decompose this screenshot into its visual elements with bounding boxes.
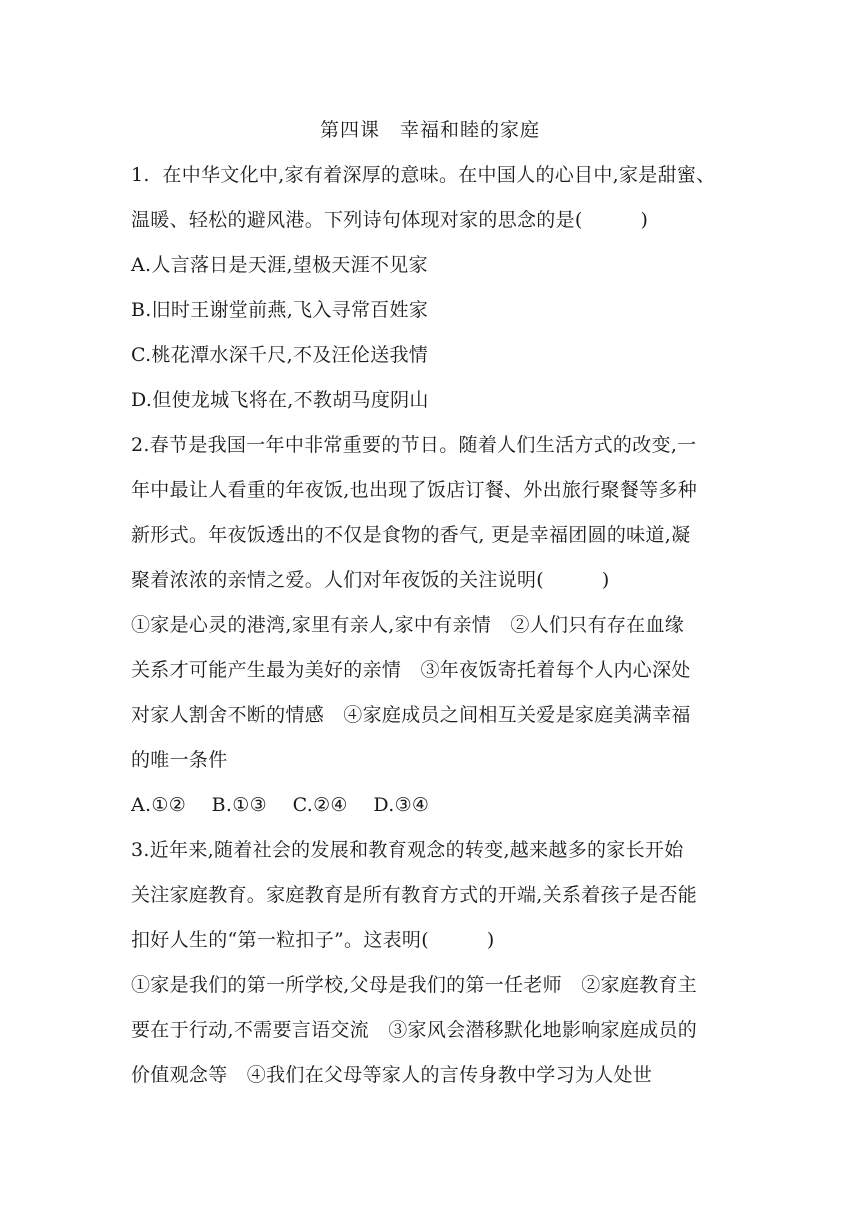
question-3-stem-line-2: 关注家庭教育。家庭教育是所有教育方式的开端,关系着孩子是否能 [131,884,698,906]
question-3-stem-line-1: 3.近年来,随着社会的发展和教育观念的转变,越来越多的家长开始 [131,839,684,861]
question-2-stem-line-3: 新形式。年夜饭透出的不仅是食物的香气, 更是幸福团圆的味道,凝 [131,524,691,546]
question-1-option-a: A.人言落日是天涯,望极天涯不见家 [131,254,428,276]
page-title: 第四课 幸福和睦的家庭 [319,119,540,141]
question-2-statements-line-2: 关系才可能产生最为美好的亲情 ③年夜饭寄托着每个人内心深处 [131,659,691,681]
question-3-statements-line-1: ①家是我们的第一所学校,父母是我们的第一任老师 ②家庭教育主 [131,974,698,996]
question-2-stem-line-4: 聚着浓浓的亲情之爱。人们对年夜饭的关注说明( ) [131,569,610,591]
question-2-stem-line-2: 年中最让人看重的年夜饭,也出现了饭店订餐、外出旅行聚餐等多种 [131,479,698,501]
question-1-option-c: C.桃花潭水深千尺,不及汪伦送我情 [131,344,429,366]
question-content [131,153,737,1098]
question-2-statements-line-4: 的唯一条件 [131,749,228,771]
question-1-stem-line-1: 1. 在中华文化中,家有着深厚的意味。在中国人的心目中,家是甜蜜、 [131,164,716,186]
question-2-statements-line-3: 对家人割舍不断的情感 ④家庭成员之间相互关爱是家庭美满幸福 [131,704,691,726]
question-3-stem-line-3: 扣好人生的“第一粒扣子”。这表明( ) [131,929,495,951]
question-1-option-d: D.但使龙城飞将在,不教胡马度阴山 [131,389,429,411]
question-1-option-b: B.旧时王谢堂前燕,飞入寻常百姓家 [131,299,429,321]
question-2-statements-line-1: ①家是心灵的港湾,家里有亲人,家中有亲情 ②人们只有存在血缘 [131,614,685,636]
question-1-stem-line-2: 温暖、轻松的避风港。下列诗句体现对家的思念的是( ) [131,209,649,231]
question-2-stem-line-1: 2.春节是我国一年中非常重要的节日。随着人们生活方式的改变,一 [131,434,697,456]
question-2-options: A.①② B.①③ C.②④ D.③④ [131,794,430,816]
question-3-statements-line-2: 要在于行动,不需要言语交流 ③家风会潜移默化地影响家庭成员的 [131,1019,698,1041]
question-3-statements-line-3: 价值观念等 ④我们在父母等家人的言传身教中学习为人处世 [131,1064,653,1086]
